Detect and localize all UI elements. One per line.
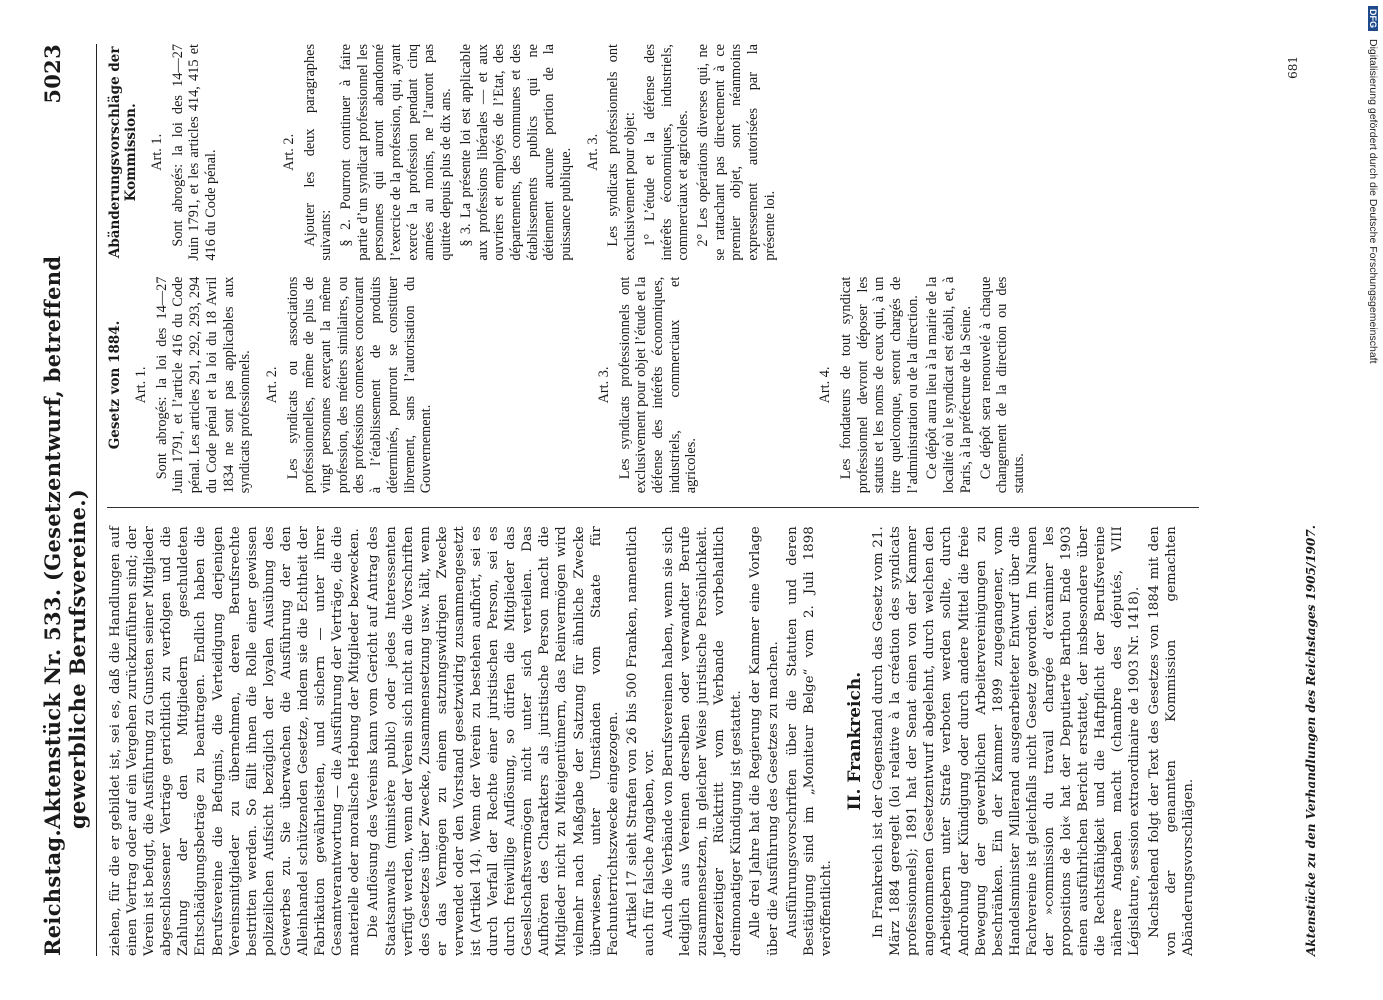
article-text: Les syndicats professionnels ont exclusivement pour objet l’étude et la défense des intérêts économiques, industriels, commerciaux et agricoles. [616, 276, 700, 494]
paragraph: Auch die Verbände von Berufsvereinen haben, wenn sie sich lediglich aus Vereinen derselben oder verwandter Berufe zusammensetzen, in gleicher Weise juristische Persönlichkeit. Jederzeitiger Rücktritt vom Verbande vorbehaltlich dreimonatiger Kündigung ist gestattet. [661, 526, 745, 956]
article-text: § 3. La présente loi est applicable aux professions libérales — et aux ouvriers et employés de l’Etat, des départements, des communes et des établissements publics qui ne détiennent aucune portion de la puissance publique. [457, 43, 575, 261]
right-column [107, 44, 1199, 508]
header-left: Reichstag. [40, 829, 65, 956]
page-header [40, 44, 97, 956]
article-text: Les syndicats ou associations professionnelles, même de plus de vingt personnes exerçant la même profession, des métiers similaires, ou des professions connexes concourant à l’établissement de produits déterminés, pourront se constituer librement, sans l’autorisation du Gouvernement. [284, 276, 435, 494]
article-label: Art. 2. [280, 133, 297, 171]
page-number-top: 5023 [40, 44, 65, 104]
paragraph: Alle drei Jahre hat die Regierung der Kammer eine Vorlage über die Ausführung des Gesetzes zu machen. [748, 526, 781, 956]
article-text: Les fondateurs de tout syndicat professionnel devront déposer les statuts et les noms de ceux qui, à un titre quelconque, seront chargés de l’administration ou de la direction. [837, 276, 921, 494]
footer-note: Aktenstücke zu den Verhandlungen des Reichstages 1905/1907. [1304, 525, 1318, 956]
law-1884-title: Gesetz von 1884. [107, 320, 123, 450]
paragraph: Ausführungsvorschriften über die Statuten und deren Bestätigung sind im „Moniteur Belge“ vom 2. Juli 1898 veröffentlicht. [784, 526, 834, 956]
left-column [107, 526, 1199, 956]
amendments-column [107, 44, 1199, 261]
amendments-title: Abänderungsvorschläge der Kommission. [107, 46, 139, 259]
article-text: 1° L’étude et la défense des intérêts économiques, industriels, commerciaux et agricoles. [641, 43, 692, 261]
article-text: Sont abrogés: la loi des 14—27 Juin 1791, et les articles 414, 415 et 416 du Code pénal. [169, 43, 220, 261]
article-text: Ajouter les deux paragraphes suivants: [301, 43, 335, 261]
article-text: § 2. Pourront continuer à faire partie d’un syndicat professionnel les personnes qui auront abandonné l’exercice de la profession, qui, ayant exercé la profession pendant cinq années au moins, ne l’auront pas quittée depuis plus de dix ans. [337, 43, 455, 261]
article-text: 2° Les opérations diverses qui, ne se rattachant pas directement à ce premier objet, sont néanmoins expressement autorisées par la présente loi. [694, 43, 778, 261]
section-title: II. Frankreich. [844, 671, 865, 811]
article-label: Art. 2. [263, 366, 280, 404]
page-number-bottom: 681 [1286, 56, 1300, 79]
article-label: Art. 3. [584, 133, 601, 171]
article-text: Ce dépôt aura lieu à la mairie de la localité où le syndicat est établi, et, à Paris, à la préfecture de la Seine. [924, 276, 974, 494]
digitization-sidebar [1366, 6, 1380, 996]
article-label: Art. 1. [133, 366, 149, 404]
paragraph: In Frankreich ist der Gegenstand durch das Gesetz vom 21. März 1884 geregelt (loi relative à la création des syndicats professionnels); 1891 hat der Senat einen von der Kammer angenommenen Gesetzentwurf abgelehnt, durch welchen den Arbeitgebern unter Strafe verboten werden sollte, durch Androhung der Kündigung oder durch andere Mittel die freie Bewegung der gewerblichen Arbeitervereinigungen zu beschränken. Ein der Kammer 1899 zugegangener, vom Handelsminister Millerand ausgearbeiteter Entwurf über die Fachvereine ist gleichfalls nicht Gesetz geworden. Im Namen der »commission du travail chargée d’examiner les propositions de loi« hat der Deputierte Barthou Ende 1903 einen ausführlichen Bericht erstattet, der insbesondere über die Rechtsfähigkeit und die Haftpflicht der Berufsvereine nähere Angaben macht (chambre des députés, VIII Législature, session extraordinaire de 1903 Nr. 1418). [871, 526, 1143, 956]
digitization-note: Digitalisierung gefördert durch die Deutsche Forschungsgemeinschaft [1367, 39, 1379, 364]
paragraph: Artikel 17 sieht Strafen von 26 bis 500 Franken, namentlich auch für falsche Angaben, vor. [624, 526, 657, 956]
article-label: Art. 1. [149, 133, 165, 171]
paragraph: Nachstehend folgt der Text des Gesetzes von 1884 mit den von der genannten Kommission gemachten Abänderungsvorschlägen. [1146, 526, 1196, 956]
article-label: Art. 3. [595, 366, 612, 404]
article-label: Art. 4. [817, 366, 834, 404]
dfg-logo: DFG [1368, 6, 1378, 31]
article-text: Sont abrogés: la loi des 14—27 Juin 1791, et l’article 416 du Code pénal. Les articles 291, 292, 293, 294 du Code pénal et la loi du 18 Avril 1834 ne sont pas applicables aux syndicats professionnels. [153, 276, 254, 494]
paragraph: Die Auflösung des Vereins kann vom Gericht auf Antrag des Staatsanwalts (ministère public) oder jedes Interessenten verfügt werden, wenn der Verein sich nicht an die Vorschriften des Gesetzes über Zwecke, Zusammensetzung usw. hält, wenn er das Vermögen zu einem satzungswidrigen Zwecke verwendet oder den Vorstand gesetzwidrig zusammengesetzt ist (Artikel 14). Wenn der Verein zu bestehen aufhört, sei es durch Verfall der Rechte einer juristischen Person, sei es durch freiwillige Auflösung, so dürfen die Mitglieder das Gesellschaftsvermögen nicht unter sich verteilen. Das Aufhören des Charakters als juristische Person macht die Mitglieder nicht zu Miteigentümern, das Reinvermögen wird vielmehr nach Maßgabe der Satzung für ähnliche Zwecke überwiesen, unter Umständen vom Staate für Fachunterrichtszwecke eingezogen. [366, 526, 621, 956]
article-text: Les syndicats professionnels ont exclusivement pour objet: [605, 43, 639, 261]
header-title: Aktenstück Nr. 533. (Gesetzentwurf, betreffend gewerbliche Berufsvereine.) [40, 255, 90, 830]
article-text: Ce dépôt sera renouvelé à chaque changement de la direction ou des statuts. [977, 276, 1027, 494]
law-1884-column [107, 277, 1199, 494]
paragraph: ziehen, für die er gebildet ist, sei es, daß die Handlungen auf einen Vertrag oder auf ein Vergehen zurückzuführen sind; der Verein ist befugt, die Ausführung zu Gunsten seiner Mitglieder abgeschlossener Verträge gerichtlich zu verfolgen und die Zahlung der den Mitgliedern geschuldeten Entschädigungsbeträge zu beantragen. Endlich haben die Berufsvereine die Befugnis, die Verteidigung derjenigen Vereinsmitglieder zu übernehmen, deren Berufsrechte bestritten werden. So fällt ihnen die Rolle einer gewissen polizeilichen Aufsicht bezüglich der loyalen Ausübung des Gewerbes zu. Sie überwachen die Ausführung der den Alleinhandel schützenden Gesetze, indem sie die Echtheit der Fabrikation gewährleisten, und sichern — unter ihrer Gesamtverantwortung — die Ausführung der Verträge, die die materielle oder moralische Hebung der Mitglieder bezwecken. [108, 526, 363, 956]
